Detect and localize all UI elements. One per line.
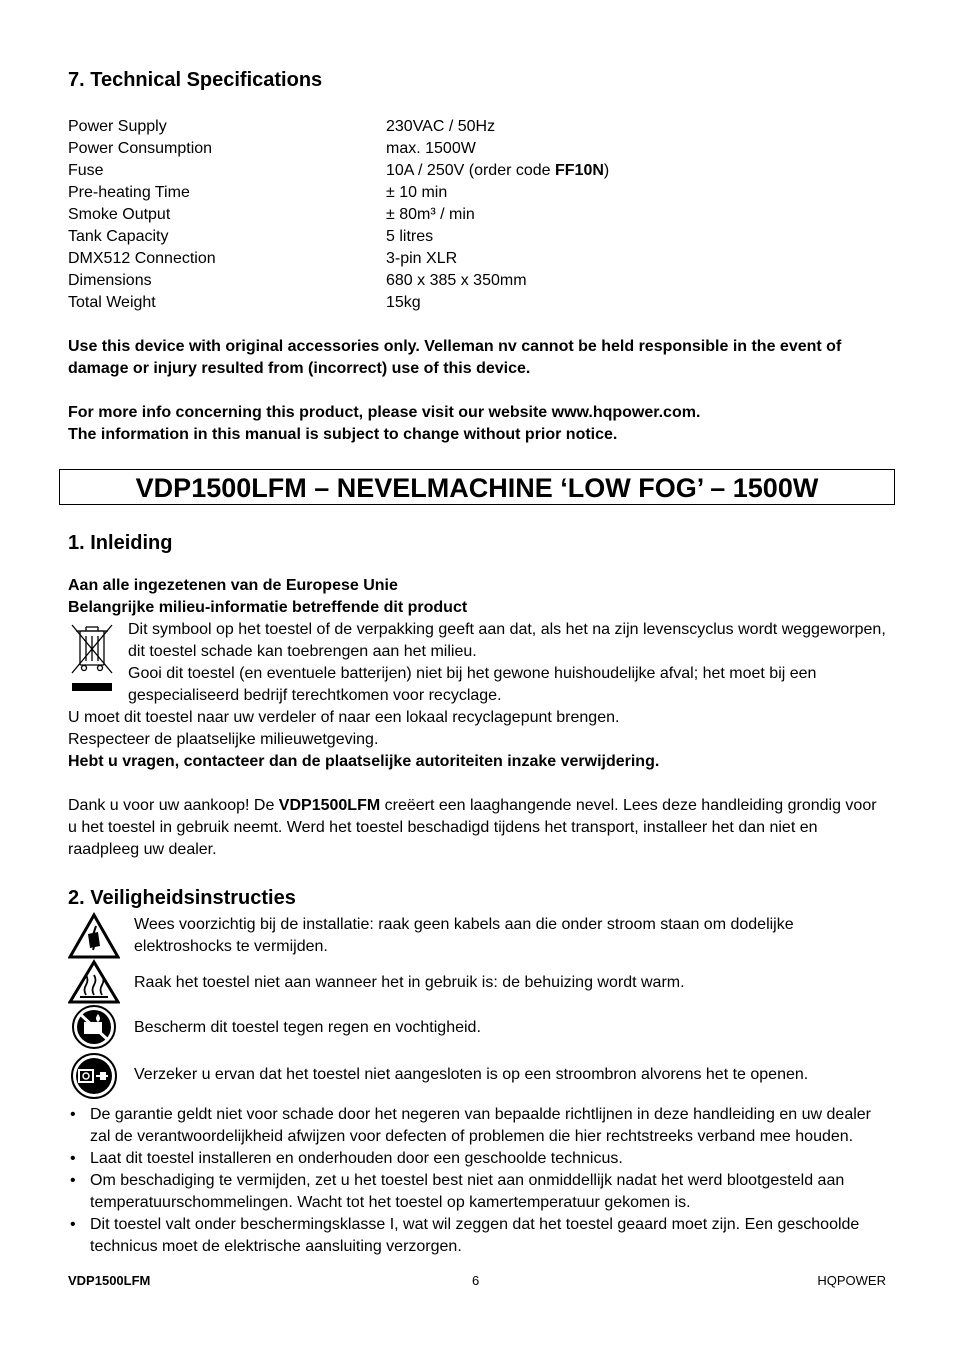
footer-model: VDP1500LFM	[68, 1273, 151, 1288]
warning-text: Verzeker u ervan dat het toestel niet aangesloten is op een stroombron alvorens het te openen.	[134, 1066, 809, 1083]
safety-bullet-list	[68, 1104, 888, 1258]
disconnect-power-icon	[68, 1051, 120, 1099]
spec-row	[68, 204, 888, 226]
spec-row	[68, 182, 888, 204]
spec-label: Dimensions	[68, 272, 152, 289]
spec-table	[68, 116, 888, 314]
info-notice	[68, 402, 888, 446]
thanks-model: VDP1500LFM	[278, 797, 381, 814]
tech-heading: 7. Technical Specifications	[68, 69, 323, 91]
legislation-line: Respecteer de plaatselijke milieuwetgeving.	[68, 731, 379, 748]
spec-value: 15kg	[386, 294, 421, 311]
page-number: 6	[472, 1273, 480, 1288]
spec-value: ± 10 min	[386, 184, 448, 201]
spec-value: 5 litres	[386, 228, 434, 245]
safety-heading: 2. Veiligheidsinstructies	[68, 887, 296, 909]
thanks-pre: Dank u voor uw aankoop! De	[68, 797, 279, 814]
thanks-paragraph	[68, 795, 888, 861]
list-item: • Laat dit toestel installeren en onderhouden door een geschoolde technicus.	[68, 1148, 888, 1170]
list-item: • De garantie geldt niet voor schade door het negeren van bepaalde richtlijnen in deze handleiding en uw dealer zal de verantwoordelijkheid afwijzen voor defecten of problemen die hier rechtstreeks verband mee houden.	[68, 1104, 888, 1148]
warning-row	[68, 1050, 888, 1100]
product-title: VDP1500LFM – NEVELMACHINE ‘LOW FOG’ – 1500W	[59, 469, 895, 505]
spec-label: Tank Capacity	[68, 228, 169, 245]
tech-section	[68, 66, 888, 446]
environment-info-line: Belangrijke milieu-informatie betreffende dit product	[68, 599, 468, 616]
spec-row	[68, 292, 888, 314]
warning-row	[68, 912, 888, 960]
spec-label: Smoke Output	[68, 206, 171, 223]
electric-shock-warning-icon	[68, 912, 120, 960]
thanks-post: creëert een laaghangende nevel. Lees deze handleiding grondig voor u het toestel in gebruik neemt. Werd het toestel beschadigd tijdens het transport, installeer het dan niet en raadpleeg uw dealer.	[68, 797, 877, 858]
spec-value: 680 x 385 x 350mm	[386, 272, 527, 289]
safety-section	[68, 884, 888, 1258]
spec-row	[68, 270, 888, 292]
spec-value: ± 80m³ / min	[386, 206, 475, 223]
warning-text: Wees voorzichtig bij de installatie: raak geen kabels aan die onder stroom staan om dodelijke elektroshocks te vermijden.	[134, 916, 794, 955]
spec-value-tail: )	[603, 162, 610, 179]
spec-row	[68, 160, 888, 182]
accessories-notice: Use this device with original accessories only. Velleman nv cannot be held responsible in the event of damage or injury resulted from (incorrect) use of this device.	[68, 338, 842, 377]
eu-residents-line: Aan alle ingezetenen van de Europese Unie	[68, 577, 398, 594]
spec-label: Power Supply	[68, 118, 167, 135]
hot-surface-warning-icon	[68, 959, 120, 1007]
warning-text: Raak het toestel niet aan wanneer het in gebruik is: de behuizing wordt warm.	[134, 974, 685, 991]
spec-label: Pre-heating Time	[68, 184, 190, 201]
spec-row	[68, 116, 888, 138]
inleiding-heading: 1. Inleiding	[68, 532, 173, 554]
spec-value	[386, 160, 609, 182]
spec-row	[68, 138, 888, 160]
weee-text	[128, 619, 888, 707]
footer-brand: HQPOWER	[817, 1273, 886, 1288]
spec-label: Total Weight	[68, 294, 156, 311]
change-notice-line: The information in this manual is subject to change without prior notice.	[68, 426, 618, 443]
weee-text-1: Dit symbool op het toestel of de verpakking geeft aan dat, als het na zijn levenscyclus wordt weggeworpen, dit toestel schade kan toebrengen aan het milieu.	[128, 621, 886, 660]
list-item: • Dit toestel valt onder beschermingsklasse I, wat wil zeggen dat het toestel geaard moet zijn. Een geschoolde technicus moet de elektrische aansluiting verzorgen.	[68, 1214, 888, 1258]
weee-block	[68, 619, 888, 707]
spec-row	[68, 226, 888, 248]
warning-row	[68, 960, 888, 1006]
weee-text-2: Gooi dit toestel (en eventuele batterijen) niet bij het gewone huishoudelijke afval; het moet bij een gespecialiseerd bedrijf terechtkomen voor recyclage.	[128, 665, 817, 704]
warning-text: Bescherm dit toestel tegen regen en vochtigheid.	[134, 1019, 481, 1036]
weee-bin-icon	[68, 619, 120, 699]
spec-label: Fuse	[68, 162, 104, 179]
recycle-line: U moet dit toestel naar uw verdeler of naar een lokaal recyclagepunt brengen.	[68, 709, 620, 726]
no-water-icon	[68, 1004, 120, 1052]
fuse-order-code: FF10N	[555, 162, 604, 179]
website-line: For more info concerning this product, please visit our website www.hqpower.com.	[68, 404, 701, 421]
questions-line: Hebt u vragen, contacteer dan de plaatselijke autoriteiten inzake verwijdering.	[68, 753, 660, 770]
spec-value-text: 10A / 250V (order code	[386, 162, 555, 179]
spec-value: 3-pin XLR	[386, 250, 458, 267]
list-item: • Om beschadiging te vermijden, zet u het toestel best niet aan onmiddellijk nadat het werd blootgesteld aan temperatuurschommelingen. Wacht tot het toestel op kamertemperatuur gekomen is.	[68, 1170, 888, 1214]
warning-row	[68, 1006, 888, 1050]
spec-label: Power Consumption	[68, 140, 213, 157]
spec-value: max. 1500W	[386, 140, 476, 157]
spec-label: DMX512 Connection	[68, 250, 216, 267]
spec-value: 230VAC / 50Hz	[386, 118, 496, 135]
inleiding-section	[68, 529, 888, 861]
spec-row	[68, 248, 888, 270]
